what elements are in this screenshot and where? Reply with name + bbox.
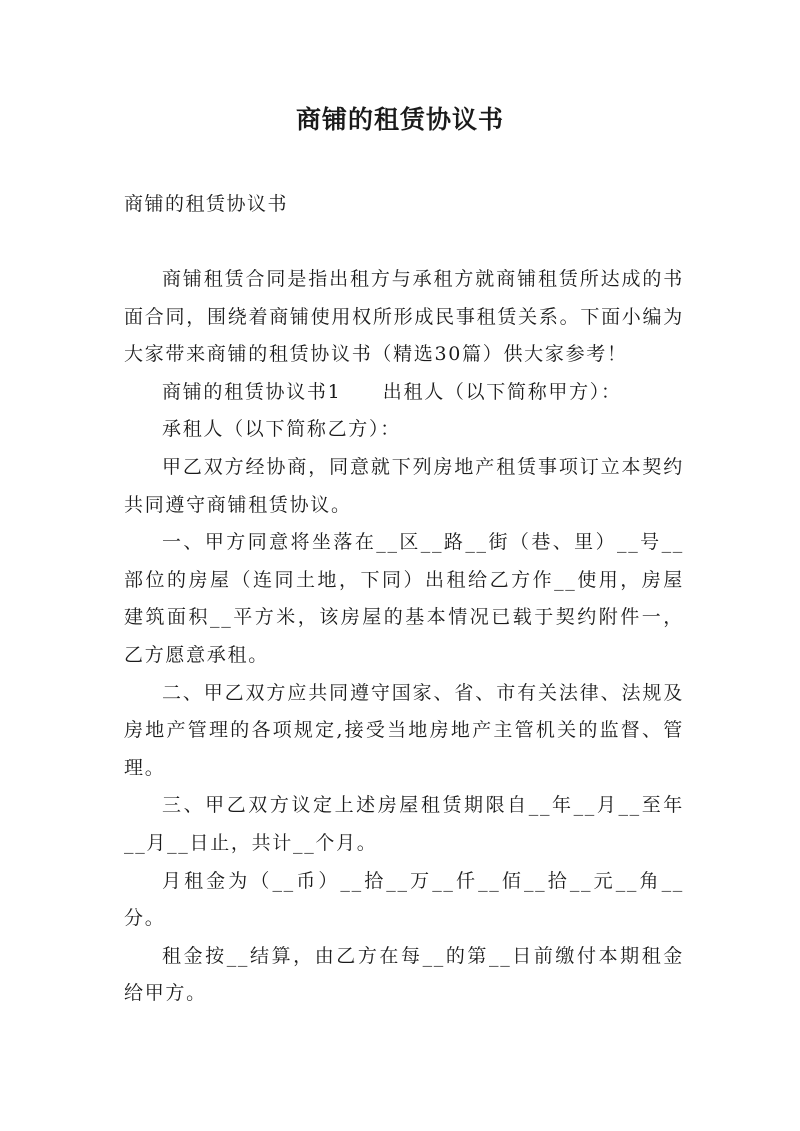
paragraph-clause-2: 二、甲乙双方应共同遵守国家、省、市有关法律、法规及房地产管理的各项规定,接受当地房地产主管机关的监督、管理。	[124, 681, 684, 779]
paragraph-intro: 商铺租赁合同是指出租方与承租方就商铺租赁所达成的书面合同，围绕着商铺使用权所形成民事租赁关系。下面小编为大家带来商铺的租赁协议书（精选30篇）供大家参考！	[124, 268, 684, 366]
paragraph-rent-payment: 租金按__结算，由乙方在每__的第__日前缴付本期租金给甲方。	[124, 944, 684, 1005]
document-body	[124, 261, 684, 1013]
paragraph-lessor: 商铺的租赁协议书1 出租人（以下简称甲方）：	[162, 380, 622, 403]
paragraph-clause-1: 一、甲方同意将坐落在__区__路__街（巷、里）__号__部位的房屋（连同土地，下同）出租给乙方作__使用，房屋建筑面积__平方米，该房屋的基本情况已载于契约附件一，乙方愿意承租。	[124, 531, 684, 666]
document-title: 商铺的租赁协议书	[295, 105, 504, 134]
paragraph-clause-3: 三、甲乙双方议定上述房屋租赁期限自__年__月__至年__月__日止，共计__个月。	[124, 794, 684, 854]
document-subtitle: 商铺的租赁协议书	[124, 193, 289, 215]
paragraph-lessee: 承租人（以下简称乙方）：	[162, 418, 401, 441]
paragraph-monthly-rent: 月租金为（__币）__拾__万__仟__佰__拾__元__角__分。	[124, 869, 684, 930]
paragraph-agreement: 甲乙双方经协商，同意就下列房地产租赁事项订立本契约共同遵守商铺租赁协议。	[124, 455, 684, 516]
